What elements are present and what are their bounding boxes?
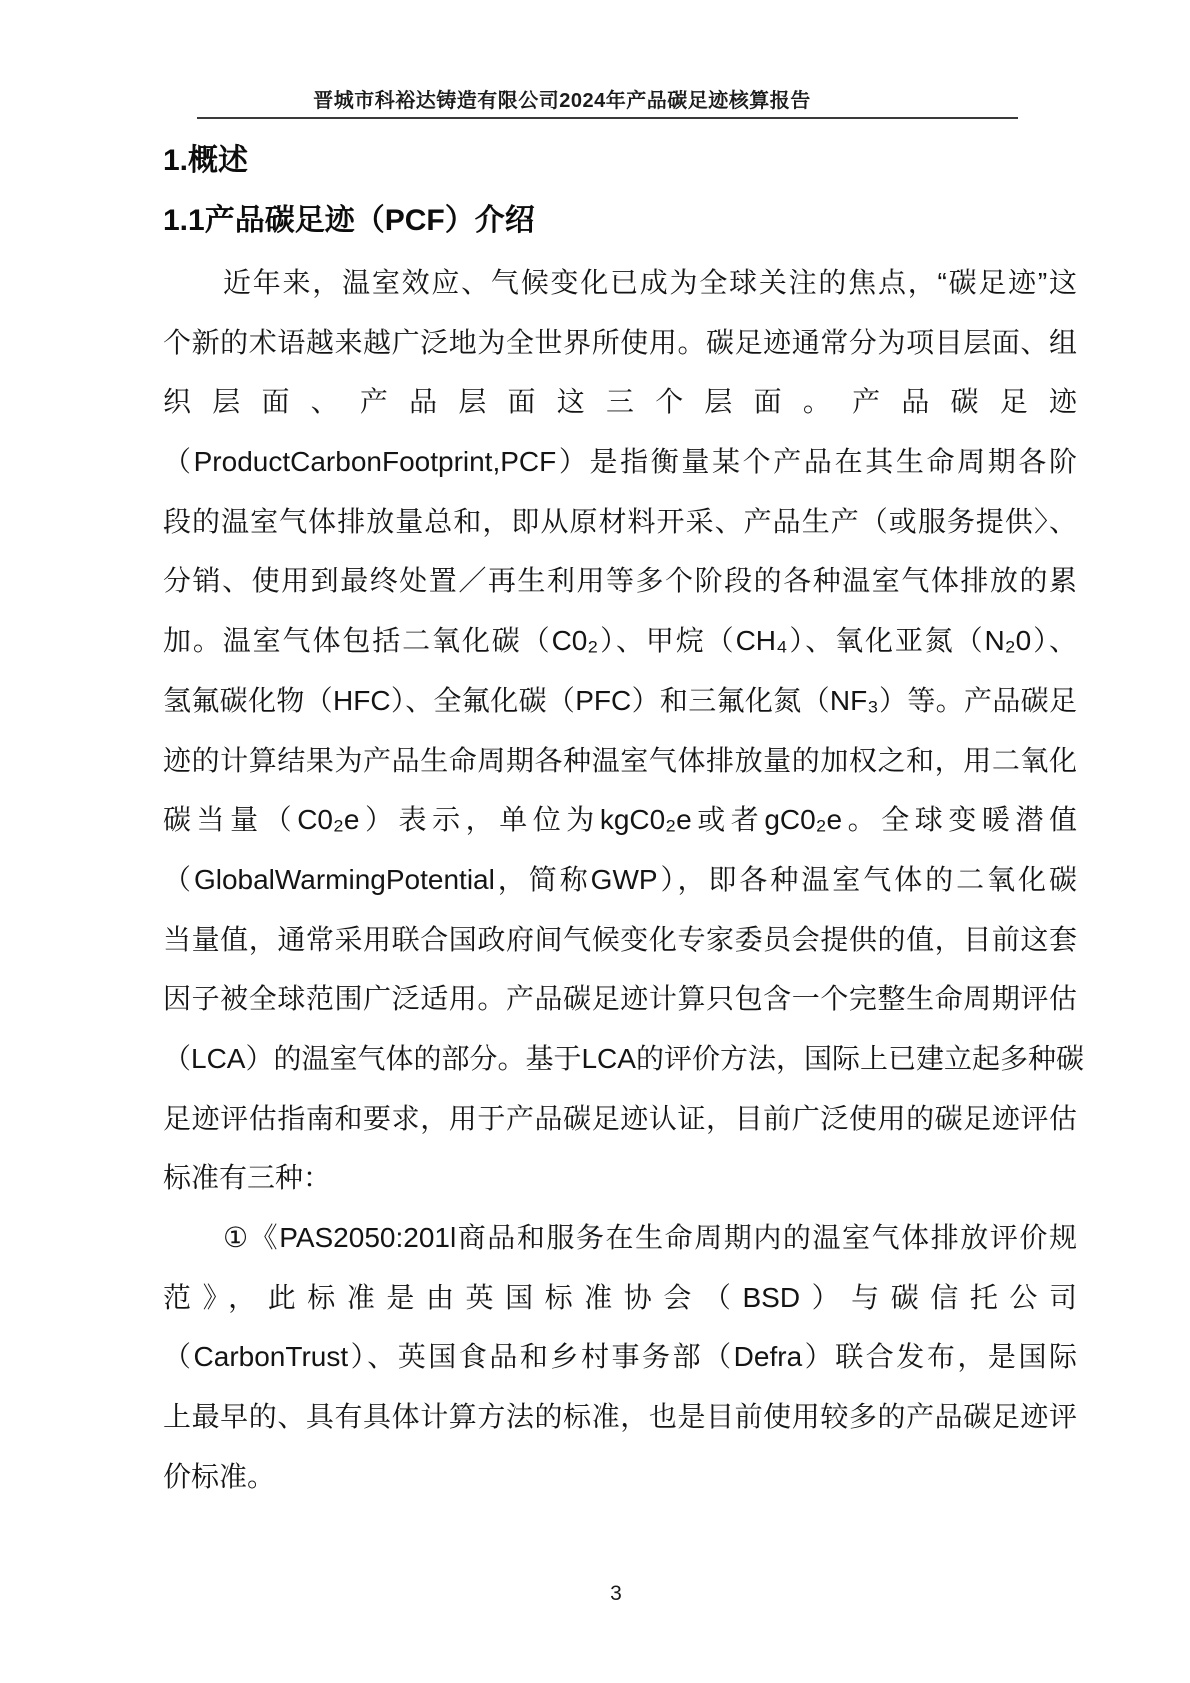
body-line: 分销、使用到最终处置／再生利用等多个阶段的各种温室气体排放的累	[163, 565, 1077, 597]
body-text	[163, 253, 1084, 1506]
body-line: 织层面、产品层面这三个层面。产品碳足迹	[163, 386, 1077, 418]
body-line: （CarbonTrust）、英国食品和乡村事务部（Defra）联合发布，是国际	[163, 1341, 1077, 1373]
body-line: 加。温室气体包括二氧化碳（C0₂）、甲烷（CH₄）、氧化亚氮（N₂0）、	[163, 625, 1077, 657]
body-line: 足迹评估指南和要求，用于产品碳足迹认证，目前广泛使用的碳足迹评估	[163, 1102, 1077, 1134]
body-line: 范》，此标准是由英国标准协会（BSD）与碳信托公司	[163, 1281, 1077, 1313]
body-line: 段的温室气体排放量总和，即从原材料开采、产品生产（或服务提供〉、	[163, 505, 1077, 537]
body-line: 上最早的、具有具体计算方法的标准，也是目前使用较多的产品碳足迹评	[163, 1401, 1077, 1433]
body-line: （GlobalWarmingPotential，简称GWP），即各种温室气体的二氧化碳	[163, 863, 1077, 895]
body-line: ①《PAS2050:201l商品和服务在生命周期内的温室气体排放评价规	[223, 1222, 1077, 1253]
page-number: 3	[610, 1582, 622, 1605]
header-divider	[197, 117, 1018, 119]
body-line: 迹的计算结果为产品生命周期各种温室气体排放量的加权之和，用二氧化	[163, 744, 1077, 776]
body-line: 氢氟碳化物（HFC）、全氟化碳（PFC）和三氟化氮（NF₃）等。产品碳足	[163, 684, 1077, 716]
body-line: 碳当量（C0₂e）表示，单位为kgC0₂e或者gC0₂e。全球变暖潜值	[163, 804, 1077, 836]
body-line: 当量值，通常采用联合国政府间气候变化专家委员会提供的值，目前这套	[163, 923, 1077, 955]
body-line: 个新的术语越来越广泛地为全世界所使用。碳足迹通常分为项目层面、组	[163, 326, 1077, 358]
body-line: 价标准。	[163, 1460, 276, 1492]
section-heading: 1.概述	[163, 144, 249, 177]
body-line: 因子被全球范围广泛适用。产品碳足迹计算只包含一个完整生命周期评估	[163, 983, 1077, 1015]
body-line: 标准有三种：	[163, 1162, 332, 1194]
body-line: （LCA）的温室气体的部分。基于LCA的评价方法，国际上已建立起多种碳	[163, 1042, 1084, 1074]
subsection-heading: 1.1产品碳足迹（PCF）介绍	[163, 204, 535, 237]
body-line: （ProductCarbonFootprint,PCF）是指衡量某个产品在其生命周期各阶	[163, 446, 1077, 478]
body-line: 近年来，温室效应、气候变化已成为全球关注的焦点，“碳足迹”这	[223, 267, 1077, 298]
running-header-title: 晋城市科裕达铸造有限公司2024年产品碳足迹核算报告	[313, 90, 811, 112]
